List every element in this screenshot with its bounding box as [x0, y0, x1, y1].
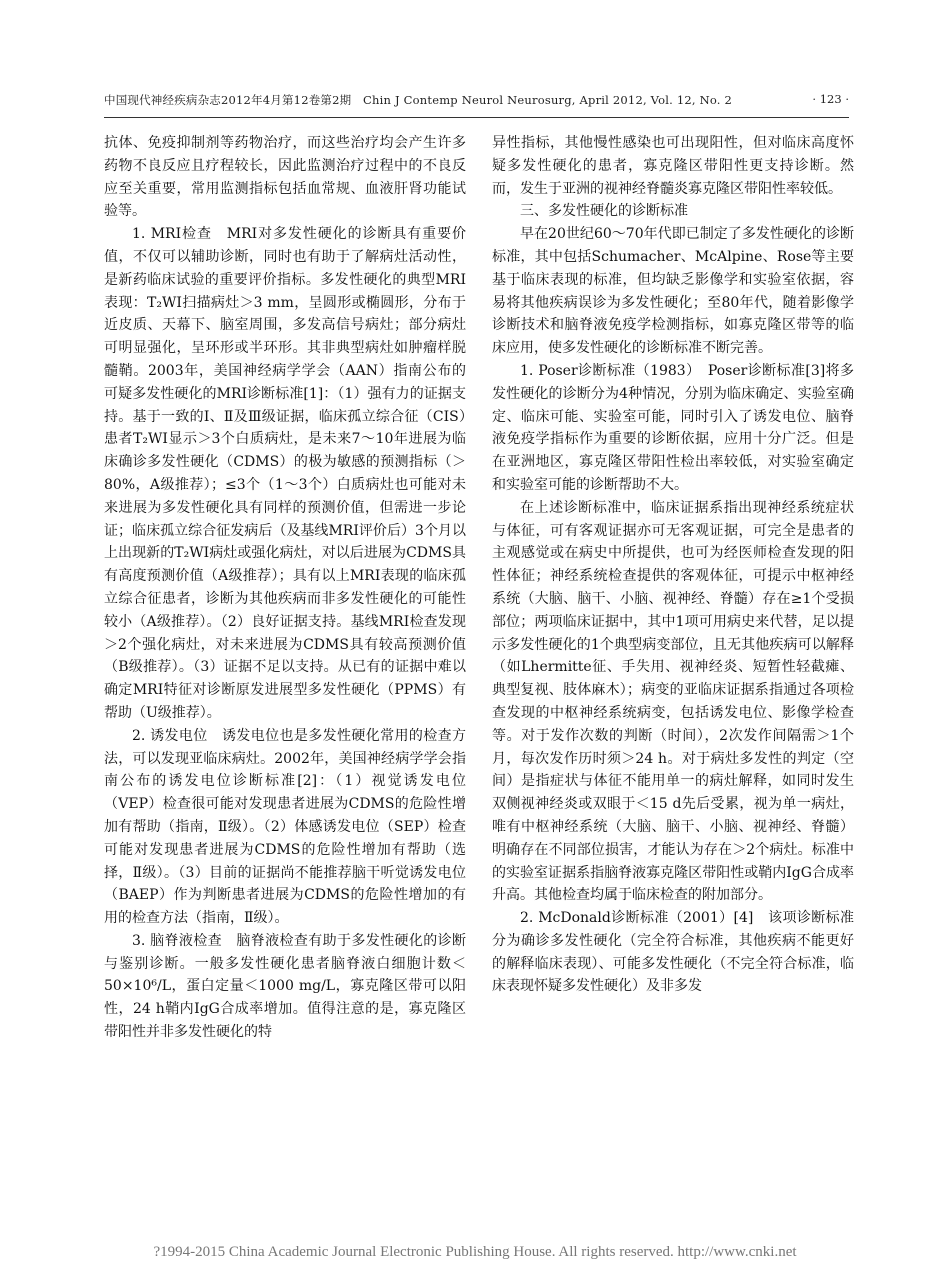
- header-rule: [104, 117, 849, 118]
- paragraph-evoked-potential: 2. 诱发电位 诱发电位也是多发性硬化常用的检查方法，可以发现亚临床病灶。2002年，美国神经病学学会指南公布的诱发电位诊断标准[2]：（1）视觉诱发电位（VEP）检查很可能对发现患者进展为CDMS的危险性增加有帮助（指南，Ⅱ级）。（2）体感诱发电位（SEP）检查可能对发现患者进展为CDMS的危险性增加有帮助（选择，Ⅱ级）。（3）目前的证据尚不能推荐脑干听觉诱发电位（BAEP）作为判断患者进展为CDMS的危险性增加的有用的检查方法（指南，Ⅱ级）。: [104, 727, 466, 927]
- paragraph-mri: 1. MRI检查 MRI对多发性硬化的诊断具有重要价值，不仅可以辅助诊断，同时也有助于了解病灶活动性，是新药临床试验的重要评价指标。多发性硬化的典型MRI表现：T₂WI扫描病灶＞3 mm，呈圆形或椭圆形，分布于近皮质、天幕下、脑室周围，多发高信号病灶；部分病灶可明显强化，呈环形或半环形。其非典型病灶如肿瘤样脱髓鞘。2003年，美国神经病学学会（AAN）指南公布的可疑多发性硬化的MRI诊断标准[1]：（1）强有力的证据支持。基于一致的Ⅰ、Ⅱ及Ⅲ级证据，临床孤立综合征（CIS）患者T₂WI显示＞3个白质病灶，是未来7～10年进展为临床确诊多发性硬化（CDMS）的极为敏感的预测指标（＞80%，A级推荐）；≤3个（1～3个）白质病灶也可能对未来进展为多发性硬化具有同样的预测价值，但需进一步论证；临床孤立综合征发病后（及基线MRI评价后）3个月以上出现新的T₂WI病灶或强化病灶，对以后进展为CDMS具有高度预测价值（A级推荐）；具有以上MRI表现的临床孤立综合征患者，诊断为其他疾病而非多发性硬化的可能性较小（A级推荐）。（2）良好证据支持。基线MRI检查发现＞2个强化病灶，对未来进展为CDMS具有较高预测价值（B级推荐）。（3）证据不足以支持。从已有的证据中难以确定MRI特征对诊断原发进展型多发性硬化（PPMS）有帮助（U级推荐）。: [104, 226, 466, 721]
- left-column: [104, 132, 466, 1044]
- paragraph-mcdonald: 2. McDonald诊断标准（2001）[4] 该项诊断标准分为确诊多发性硬化（完全符合标准，其他疾病不能更好的解释临床表现）、可能多发性硬化（不完全符合标准，临床表现怀疑多发性硬化）及非多发: [492, 910, 854, 995]
- copyright-footer: ?1994-2015 China Academic Journal Electronic Publishing House. All rights reserved. http://www.cnki.net: [153, 1244, 797, 1260]
- running-header: [104, 92, 849, 116]
- paragraph: 在上述诊断标准中，临床证据系指出现神经系统症状与体征，可有客观证据亦可无客观证据，可完全是患者的主观感觉或在病史中所提供，也可为经医师检查发现的阳性体征；神经系统检查提供的客观体征，可提示中枢神经系统（大脑、脑干、小脑、视神经、脊髓）存在≥1个受损部位；两项临床证据中，其中1项可用病史来代替，足以提示多发性硬化的1个典型病变部位，且无其他疾病可以解释（如Lhermitte征、手失用、视神经炎、短暂性轻截瘫、典型复视、肢体麻木）；病变的亚临床证据系指通过各项检查发现的中枢神经系统病变，包括诱发电位、影像学检查等。对于发作次数的判断（时间），2次发作间隔需＞1个月，每次发作历时须＞24 h。对于病灶多发性的判定（空间）是指症状与体征不能用单一的病灶解释，如同时发生双侧视神经炎或双眼于＜15 d先后受累，视为单一病灶，唯有中枢神经系统（大脑、脑干、小脑、视神经、脊髓）明确存在不同部位损害，才能认为存在＞2个病灶。标准中的实验室证据系指脑脊液寡克隆区带阳性或鞘内IgG合成率升高。其他检查均属于临床检查的附加部分。: [492, 499, 854, 904]
- paragraph-poser: 1. Poser诊断标准（1983） Poser诊断标准[3]将多发性硬化的诊断分为4种情况，分别为临床确定、实验室确定、临床可能、实验室可能，同时引入了诱发电位、脑脊液免疫学指标作为重要的诊断依据，应用十分广泛。但是在亚洲地区，寡克隆区带阳性检出率较低，对实验室确定和实验室可能的诊断帮助不大。: [492, 362, 854, 493]
- right-column: [492, 132, 854, 998]
- paragraph: 抗体、免疫抑制剂等药物治疗，而这些治疗均会产生许多药物不良反应且疗程较长，因此监测治疗过程中的不良反应至关重要，常用监测指标包括血常规、血液肝肾功能试验等。: [104, 135, 466, 220]
- page-number: · 123 ·: [812, 92, 849, 106]
- paragraph-csf: 3. 脑脊液检查 脑脊液检查有助于多发性硬化的诊断与鉴别诊断。一般多发性硬化患者脑脊液白细胞计数＜50×10⁶/L，蛋白定量＜1000 mg/L，寡克隆区带可以阳性，24 h鞘内IgG合成率增加。值得注意的是，寡克隆区带阳性并非多发性硬化的特: [104, 932, 466, 1041]
- section-heading: 三、多发性硬化的诊断标准: [520, 203, 688, 220]
- paragraph: 早在20世纪60～70年代即已制定了多发性硬化的诊断标准，其中包括Schumacher、McAlpine、Rose等主要基于临床表现的标准，但均缺乏影像学和实验室依据，容易将其他疾病误诊为多发性硬化；至80年代，随着影像学诊断技术和脑脊液免疫学检测指标，如寡克隆区带等的临床应用，使多发性硬化的诊断标准不断完善。: [492, 226, 854, 357]
- paragraph: 异性指标，其他慢性感染也可出现阳性，但对临床高度怀疑多发性硬化的患者，寡克隆区带阳性更支持诊断。然而，发生于亚洲的视神经脊髓炎寡克隆区带阳性率较低。: [492, 135, 854, 197]
- journal-citation: 中国现代神经疾病杂志2012年4月第12卷第2期 Chin J Contemp Neurol Neurosurg, April 2012, Vol. 12, No. 2: [104, 93, 732, 107]
